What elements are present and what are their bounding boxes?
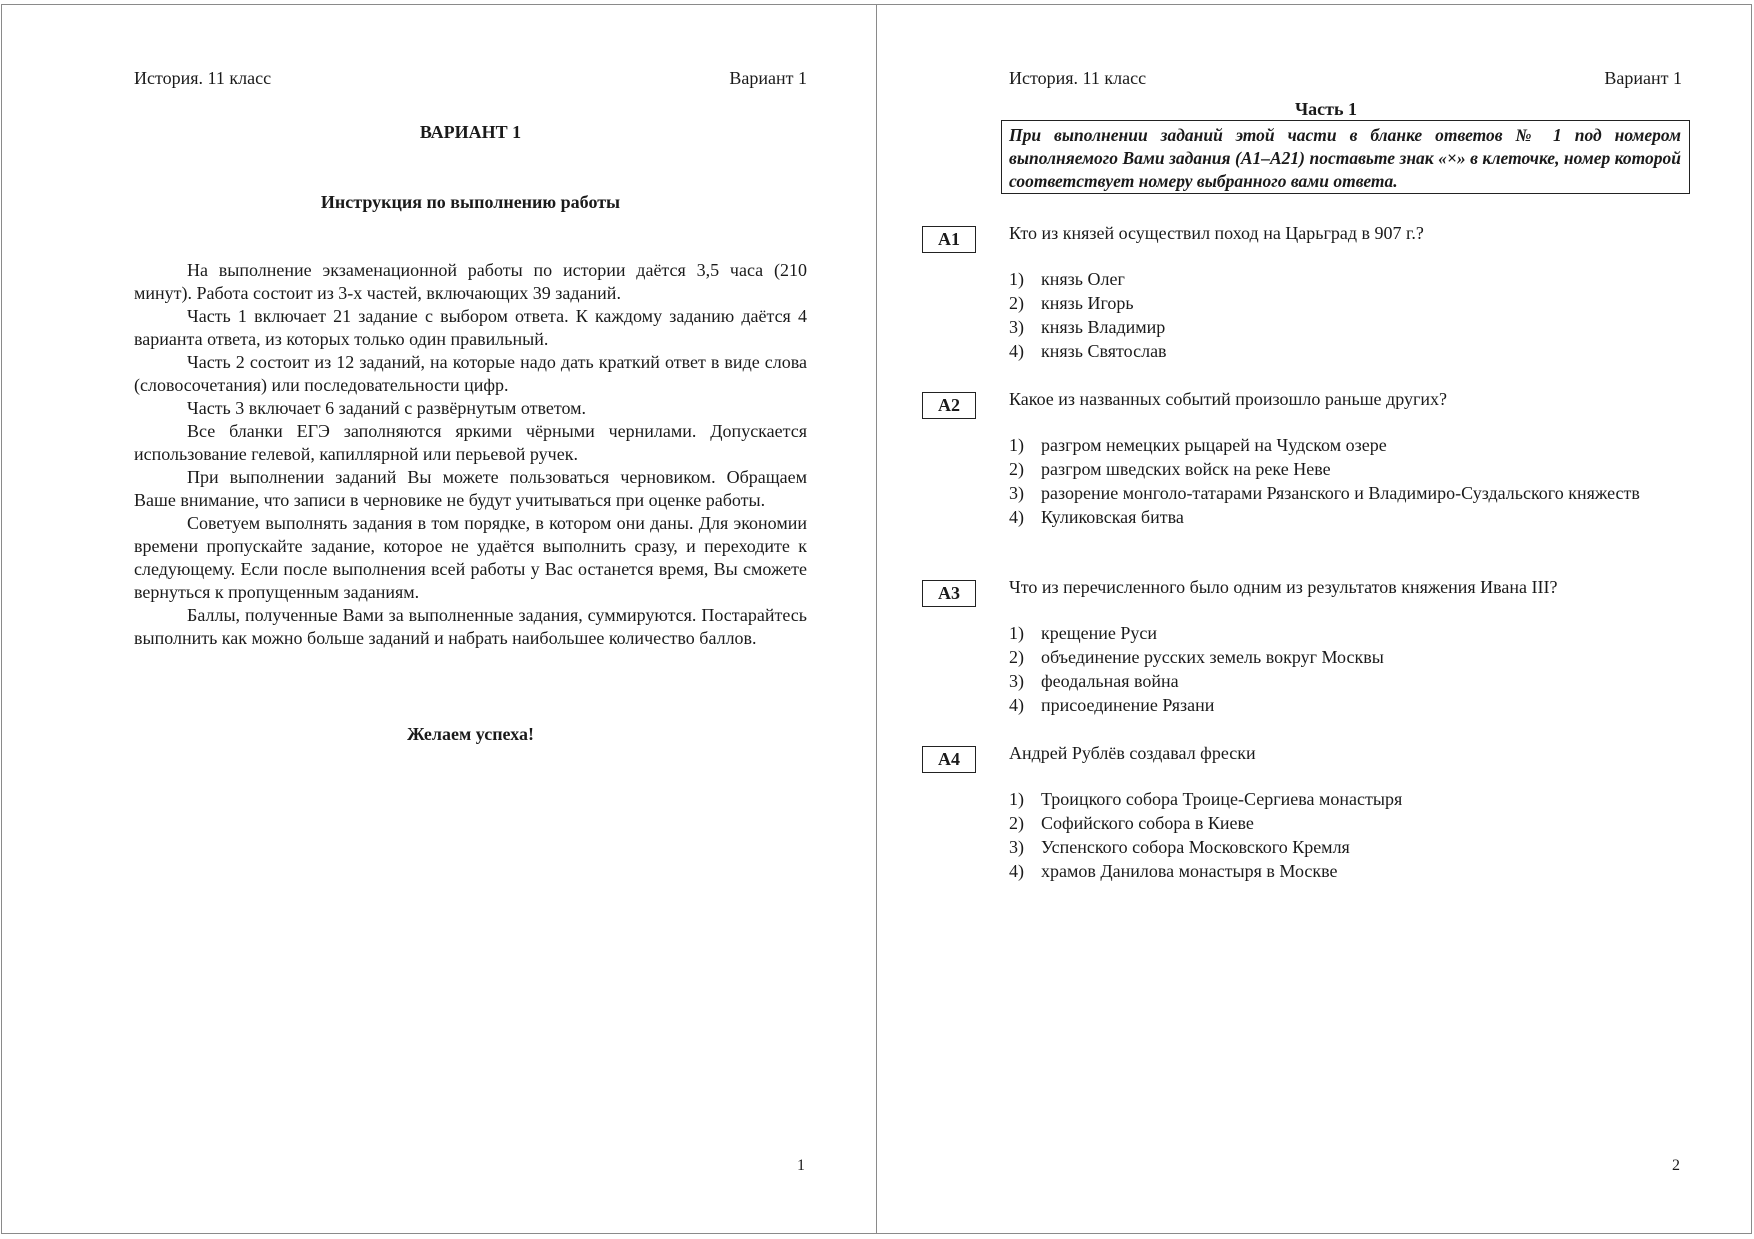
- answer-option: 4) князь Святослав: [1009, 341, 1167, 361]
- page-number: 2: [1672, 1157, 1680, 1174]
- part-title: Часть 1: [1294, 99, 1358, 119]
- task-question: Какое из названных событий произошло раньше других?: [1009, 389, 1447, 409]
- answer-option: 4) присоединение Рязани: [1009, 695, 1215, 715]
- page-2: [877, 4, 1752, 1234]
- answer-option: 2) князь Игорь: [1009, 293, 1134, 313]
- header-subject: История. 11 класс: [134, 68, 272, 88]
- answer-options: [1009, 787, 1669, 883]
- header-variant: Вариант 1: [729, 68, 807, 88]
- answer-option: 1) Троицкого собора Троице-Сергиева монастыря: [1009, 789, 1403, 809]
- task-label: A2: [922, 392, 976, 419]
- answer-option: 2) Софийского собора в Киеве: [1009, 813, 1254, 833]
- paragraph: При выполнении заданий Вы можете пользоваться черновиком. Обращаем Ваше внимание, что записи в черновике не будут учитываться при оценке работы.: [134, 467, 807, 510]
- instructions-body: [134, 259, 807, 650]
- paragraph: Баллы, полученные Вами за выполненные задания, суммируются. Постарайтесь выполнить как можно больше заданий и набрать наибольшее количество баллов.: [134, 605, 807, 648]
- page-1: [1, 4, 876, 1234]
- header-variant: Вариант 1: [1604, 68, 1682, 88]
- paragraph: Часть 2 состоит из 12 заданий, на которые надо дать краткий ответ в виде слова (словосочетания) или последовательности цифр.: [134, 352, 807, 395]
- task-question: Кто из князей осуществил поход на Царьград в 907 г.?: [1009, 223, 1424, 243]
- paragraph: Все бланки ЕГЭ заполняются яркими чёрными чернилами. Допускается использование гелевой, капиллярной или перьевой ручек.: [134, 421, 807, 464]
- wish-text: Желаем успеха!: [407, 724, 534, 744]
- answer-option: 3) князь Владимир: [1009, 317, 1166, 337]
- header-subject: История. 11 класс: [1009, 68, 1147, 88]
- paragraph: Советуем выполнять задания в том порядке, в котором они даны. Для экономии времени пропускайте задание, которое не удаётся выполнить сразу, и переходите к следующему. Если после выполнения всей работы у Вас останется время, Вы сможете вернуться к пропущенным заданиям.: [134, 513, 807, 602]
- page-number: 1: [797, 1157, 805, 1174]
- task-question: Андрей Рублёв создавал фрески: [1009, 743, 1256, 763]
- answer-option: 3) разорение монголо-татарами Рязанского и Владимиро-Суздальского княжеств: [1009, 483, 1640, 503]
- part-instruction-box: При выполнении заданий этой части в бланке ответов № 1 под номером выполняемого Вами задания (А1–А21) поставьте знак «×» в клеточке, номер которой соответствует номеру выбранного вами ответа.: [1001, 120, 1690, 194]
- paragraph: На выполнение экзаменационной работы по истории даётся 3,5 часа (210 минут). Работа состоит из 3-х частей, включающих 39 заданий.: [134, 260, 807, 303]
- answer-options: [1009, 433, 1669, 529]
- answer-option: 3) Успенского собора Московского Кремля: [1009, 837, 1350, 857]
- answer-option: 3) феодальная война: [1009, 671, 1179, 691]
- instructions-title: Инструкция по выполнению работы: [320, 192, 621, 212]
- answer-option: 2) объединение русских земель вокруг Москвы: [1009, 647, 1384, 667]
- variant-title: ВАРИАНТ 1: [419, 122, 522, 142]
- answer-option: 4) храмов Данилова монастыря в Москве: [1009, 861, 1338, 881]
- answer-option: 1) крещение Руси: [1009, 623, 1157, 643]
- paragraph: Часть 1 включает 21 задание с выбором ответа. К каждому заданию даётся 4 варианта ответа, из которых только один правильный.: [134, 306, 807, 349]
- answer-options: [1009, 267, 1669, 363]
- answer-option: 4) Куликовская битва: [1009, 507, 1184, 527]
- answer-option: 1) разгром немецких рыцарей на Чудском озере: [1009, 435, 1387, 455]
- task-label: A1: [922, 226, 976, 253]
- answer-options: [1009, 621, 1669, 717]
- task-question: Что из перечисленного было одним из результатов княжения Ивана III?: [1009, 577, 1558, 597]
- paragraph: Часть 3 включает 6 заданий с развёрнутым ответом.: [187, 398, 587, 418]
- answer-option: 1) князь Олег: [1009, 269, 1125, 289]
- task-label: A3: [922, 580, 976, 607]
- task-label: A4: [922, 746, 976, 773]
- answer-option: 2) разгром шведских войск на реке Неве: [1009, 459, 1331, 479]
